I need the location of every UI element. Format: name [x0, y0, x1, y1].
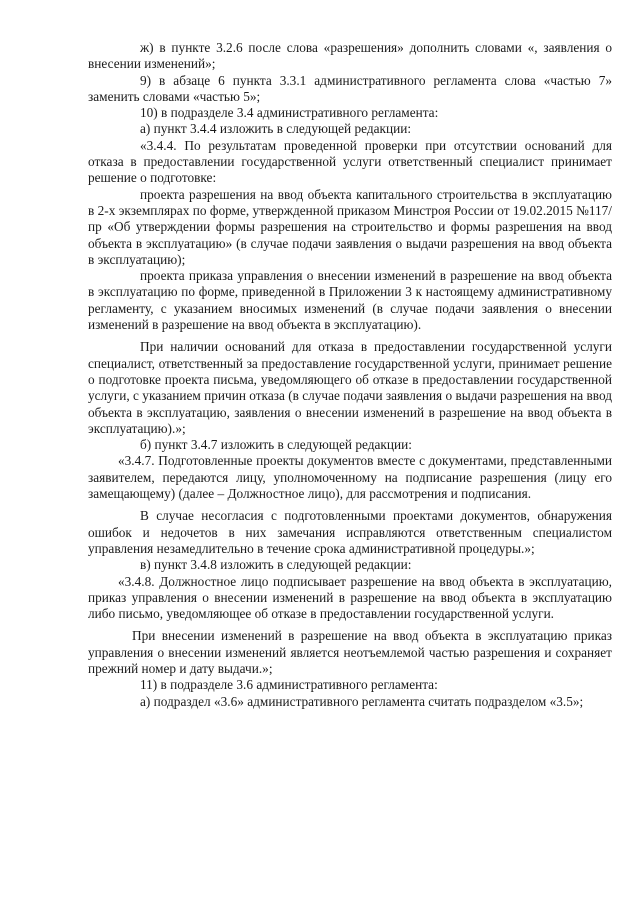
- paragraph-16: а) подраздел «3.6» административного регламента считать подразделом «3.5»;: [140, 693, 584, 709]
- paragraph-14: При внесении изменений в разрешение на ввод объекта в эксплуатацию приказ управления о внесении изменений является неотъемлемой частью разрешения и сохраняет прежний номер и дату выдачи.»;: [88, 628, 612, 676]
- paragraph-9: б) пункт 3.4.7 изложить в следующей редакции:: [140, 437, 412, 453]
- paragraph-4: а) пункт 3.4.4 изложить в следующей редакции:: [140, 121, 412, 137]
- paragraph-15: 11) в подразделе 3.6 административного регламента:: [140, 677, 438, 693]
- paragraph-10: «3.4.7. Подготовленные проекты документов вместе с документами, представленными заявителем, передаются лицу, уполномоченному на подписание разрешения (лицу его замещающему) (далее – Должностное лицо), для рассмотрения и подписания.: [88, 453, 612, 502]
- paragraph-6: проекта разрешения на ввод объекта капитального строительства в эксплуатацию в 2-х экземплярах по форме, утвержденной приказом Минстроя России от 19.02.2015 №117/пр «Об утверждении формы разрешения на строительство и формы разрешения на ввод объекта в эксплуатацию» (в случае подачи заявления о выдачи разрешения на ввод объекта в эксплуатацию);: [88, 186, 612, 267]
- document-page: [88, 40, 612, 710]
- paragraph-11: В случае несогласия с подготовленными проектами документов, обнаружения ошибок и недочетов в них замечания исправляются ответственным специалистом управления незамедлительно в течение срока административной процедуры.»;: [88, 508, 612, 556]
- paragraph-8: При наличии оснований для отказа в предоставлении государственной услуги специалист, ответственный за предоставление государственной услуги, принимает решение о подготовке проекта письма, уведомляющего об отказе в предоставлении государственной услуги, с указанием причин отказа (в случае подачи заявления о выдачи разрешения на ввод объекта в эксплуатацию, заявления о внесении изменений в разрешение на ввод объекта в эксплуатацию).»;: [88, 339, 612, 436]
- paragraph-1: ж) в пункте 3.2.6 после слова «разрешения» дополнить словами «, заявления о внесении изменений»;: [88, 40, 612, 72]
- paragraph-2: 9) в абзаце 6 пункта 3.3.1 административного регламента слова «частью 7» заменить словами «частью 5»;: [88, 72, 612, 104]
- paragraph-3: 10) в подразделе 3.4 административного регламента:: [140, 105, 439, 121]
- paragraph-12: в) пункт 3.4.8 изложить в следующей редакции:: [140, 557, 412, 573]
- paragraph-7: проекта приказа управления о внесении изменений в разрешение на ввод объекта в эксплуатацию по форме, приведенной в Приложении 3 к настоящему административному регламенту, с указанием вносимых изменений (в случае подачи заявления о внесении изменений в разрешение на ввод объекта в эксплуатацию).: [88, 268, 612, 333]
- paragraph-5: «3.4.4. По результатам проведенной проверки при отсутствии оснований для отказа в предоставлении государственной услуги ответственный специалист принимает решение о подготовке:: [88, 137, 612, 186]
- paragraph-13: «3.4.8. Должностное лицо подписывает разрешение на ввод объекта в эксплуатацию, приказ управления о внесении изменений в разрешение на ввод объекта в эксплуатацию либо письмо, уведомляющее об отказе в предоставлении государственной услуги.: [88, 573, 612, 622]
